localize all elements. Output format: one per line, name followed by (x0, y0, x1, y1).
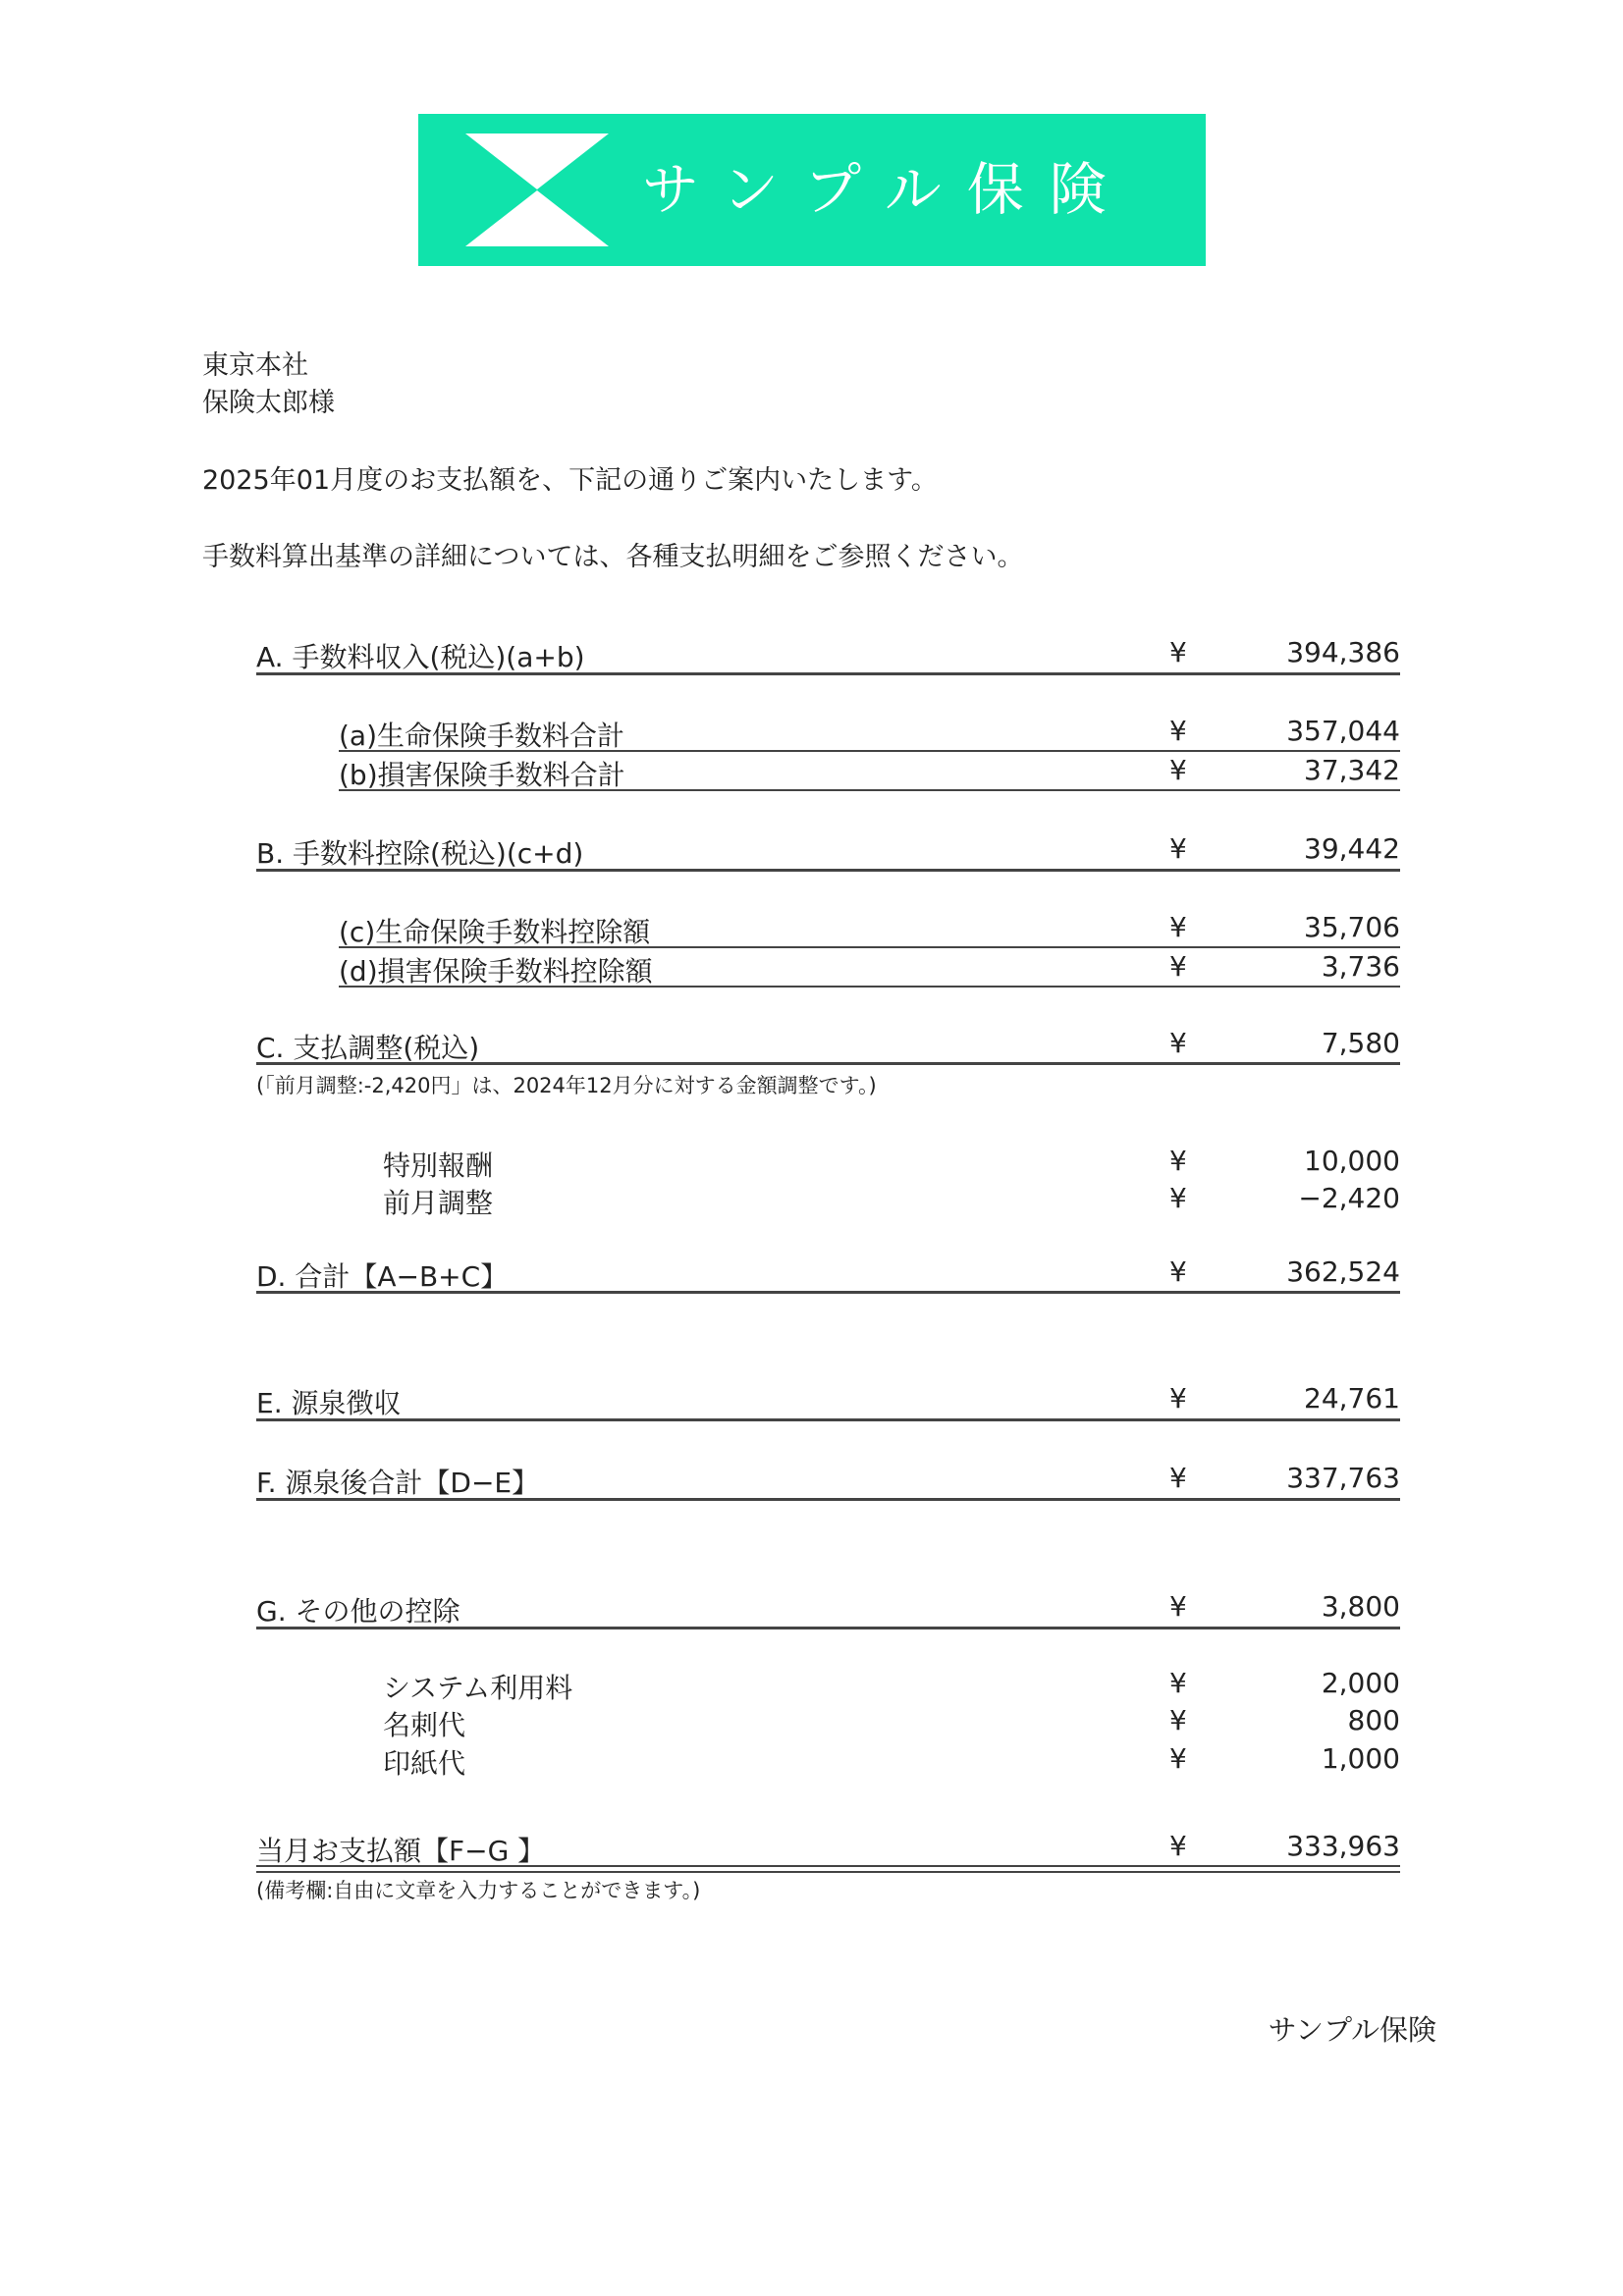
yen-symbol: ¥ (1169, 832, 1187, 865)
line-amount: 333,963 (1286, 1830, 1400, 1862)
line-amount: 362,524 (1286, 1255, 1400, 1288)
line-d-total (256, 1255, 1400, 1293)
line-f-after-withholding (256, 1462, 1400, 1499)
remarks-note: (備考欄:自由に文章を入力することができます。) (256, 1879, 701, 1902)
yen-symbol: ¥ (1169, 1255, 1187, 1288)
yen-symbol: ¥ (1169, 1182, 1187, 1214)
line-amount: 3,736 (1321, 950, 1400, 983)
yen-symbol: ¥ (1169, 911, 1187, 943)
divider (256, 672, 1400, 675)
line-label: B. 手数料控除(税込)(c+d) (256, 837, 584, 870)
divider (256, 1291, 1400, 1294)
divider (339, 986, 1400, 988)
yen-symbol: ¥ (1169, 715, 1187, 747)
line-label: A. 手数料収入(税込)(a+b) (256, 641, 585, 673)
line-label: 前月調整 (383, 1187, 494, 1219)
line-a-commission-income (256, 636, 1400, 673)
line-amount: 337,763 (1286, 1462, 1400, 1494)
yen-symbol: ¥ (1169, 1382, 1187, 1415)
line-amount: 357,044 (1286, 715, 1400, 747)
footer-company-name: サンプル保険 (1268, 2013, 1436, 2047)
line-c-payment-adjustment (256, 1027, 1400, 1064)
divider (339, 750, 1400, 752)
yen-symbol: ¥ (1169, 1145, 1187, 1177)
line-b-commission-deduction (256, 832, 1400, 870)
line-e-withholding (256, 1382, 1400, 1419)
line-label: システム利用料 (383, 1672, 573, 1704)
recipient-name: 保険太郎様 (202, 388, 335, 418)
yen-symbol: ¥ (1169, 754, 1187, 786)
divider (256, 869, 1400, 872)
yen-symbol: ¥ (1169, 636, 1187, 668)
line-special-reward (383, 1145, 1400, 1182)
divider (256, 1418, 1400, 1421)
line-label: D. 合計【A−B+C】 (256, 1260, 509, 1293)
line-amount: −2,420 (1298, 1182, 1400, 1214)
divider (339, 789, 1400, 791)
yen-symbol: ¥ (1169, 1830, 1187, 1862)
line-label: 当月お支払額【F−G 】 (256, 1835, 546, 1867)
adjustment-note: (「前月調整:-2,420円」は、2024年12月分に対する金額調整です。) (256, 1074, 877, 1097)
line-label: (d)損害保険手数料控除額 (339, 955, 653, 988)
line-monthly-payment-total (256, 1830, 1400, 1867)
logo-text: サンプル保険 (642, 156, 1132, 223)
yen-symbol: ¥ (1169, 1590, 1187, 1623)
double-divider (256, 1865, 1400, 1873)
divider (256, 1627, 1400, 1629)
line-b-non-life-insurance (339, 754, 1400, 791)
line-a-life-insurance (339, 715, 1400, 752)
line-amount: 2,000 (1321, 1667, 1400, 1699)
intro-text: 2025年01月度のお支払額を、下記の通りご案内いたします。 (202, 465, 938, 496)
divider (256, 1498, 1400, 1501)
line-previous-month-adjustment (383, 1182, 1400, 1219)
yen-symbol: ¥ (1169, 950, 1187, 983)
logo-banner (418, 114, 1206, 266)
line-label: (b)損害保険手数料合計 (339, 759, 625, 791)
line-system-fee (383, 1667, 1400, 1704)
line-label: C. 支払調整(税込) (256, 1032, 480, 1064)
line-amount: 35,706 (1304, 911, 1400, 943)
line-stamp-fee (383, 1742, 1400, 1780)
line-g-other-deductions (256, 1590, 1400, 1628)
recipient-office: 東京本社 (202, 350, 308, 381)
line-amount: 39,442 (1304, 832, 1400, 865)
line-label: (a)生命保険手数料合計 (339, 720, 625, 752)
yen-symbol: ¥ (1169, 1027, 1187, 1059)
hourglass-logo-icon (465, 133, 609, 246)
yen-symbol: ¥ (1169, 1742, 1187, 1775)
line-label: (c)生命保険手数料控除額 (339, 916, 651, 948)
line-amount: 394,386 (1286, 636, 1400, 668)
line-label: 印紙代 (383, 1747, 466, 1780)
line-d-non-life-deduction (339, 950, 1400, 988)
line-label: F. 源泉後合計【D−E】 (256, 1467, 540, 1499)
yen-symbol: ¥ (1169, 1667, 1187, 1699)
line-amount: 24,761 (1304, 1382, 1400, 1415)
divider (256, 1062, 1400, 1065)
line-amount: 1,000 (1321, 1742, 1400, 1775)
line-amount: 3,800 (1321, 1590, 1400, 1623)
line-amount: 37,342 (1304, 754, 1400, 786)
line-business-card-fee (383, 1704, 1400, 1741)
line-label: G. その他の控除 (256, 1595, 460, 1628)
line-amount: 800 (1347, 1704, 1400, 1736)
reference-text: 手数料算出基準の詳細については、各種支払明細をご参照ください。 (202, 542, 1024, 572)
yen-symbol: ¥ (1169, 1704, 1187, 1736)
divider (339, 946, 1400, 948)
line-label: E. 源泉徴収 (256, 1387, 402, 1419)
line-label: 名刺代 (383, 1709, 466, 1741)
yen-symbol: ¥ (1169, 1462, 1187, 1494)
line-label: 特別報酬 (383, 1149, 494, 1182)
line-amount: 7,580 (1321, 1027, 1400, 1059)
line-c-life-deduction (339, 911, 1400, 948)
line-amount: 10,000 (1304, 1145, 1400, 1177)
